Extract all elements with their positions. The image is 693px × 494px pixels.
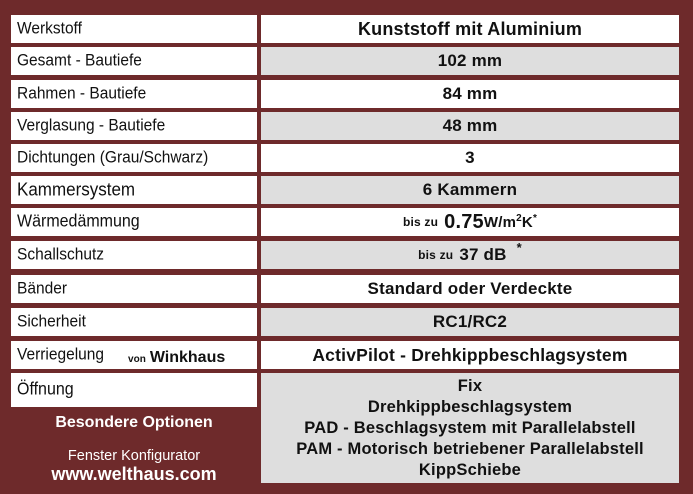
label-waermedaemmung: Wärmedämmung <box>11 208 257 236</box>
label-dichtungen: Dichtungen (Grau/Schwarz) <box>11 144 257 172</box>
label-kammersystem: Kammersystem <box>11 176 257 204</box>
label-verriegelung: Verriegelung von Winkhaus <box>11 341 257 369</box>
label-gesamt-bautiefe: Gesamt - Bautiefe <box>11 47 257 75</box>
configurator-label: Fenster Konfigurator <box>67 448 201 464</box>
special-options-heading: Besondere Optionen <box>55 414 213 431</box>
value-oeffnung <box>261 373 679 483</box>
value-kammersystem: 6 Kammern <box>261 176 679 204</box>
von-text: von <box>128 353 146 365</box>
value-baender: Standard oder Verdeckte <box>261 275 679 303</box>
label-schallschutz: Schallschutz <box>11 241 257 269</box>
oeffnung-line: KippSchiebe <box>418 460 522 479</box>
value-waermedaemmung: bis zu 0.75 $W/m^2K^*$ <box>261 208 679 236</box>
value-gesamt-bautiefe: 102 mm <box>261 47 679 75</box>
website-link[interactable]: www.welthaus.com <box>51 464 217 484</box>
value-schallschutz: bis zu 37 dB * <box>261 241 679 269</box>
oeffnung-line: PAD - Beschlagsystem mit Parallelabstell <box>304 418 636 437</box>
label-rahmen-bautiefe: Rahmen - Bautiefe <box>11 80 257 108</box>
oeffnung-line: PAM - Motorisch betriebener Parallelabstell <box>296 439 644 458</box>
brand-winkhaus: Winkhaus <box>149 349 226 366</box>
label-sicherheit: Sicherheit <box>11 308 257 336</box>
value-verglasung-bautiefe: 48 mm <box>261 112 679 140</box>
label-werkstoff: Werkstoff <box>11 15 257 43</box>
label-oeffnung: Öffnung <box>11 373 257 407</box>
value-rahmen-bautiefe: 84 mm <box>261 80 679 108</box>
value-sicherheit: RC1/RC2 <box>261 308 679 336</box>
value-dichtungen: 3 <box>261 144 679 172</box>
oeffnung-line: Drehkippbeschlagsystem <box>367 397 573 416</box>
label-baender: Bänder <box>11 275 257 303</box>
value-werkstoff: Kunststoff mit Aluminium <box>261 15 679 43</box>
oeffnung-line: Fix <box>457 376 483 395</box>
value-verriegelung: ActivPilot - Drehkippbeschlagsystem <box>261 341 679 369</box>
label-verglasung-bautiefe: Verglasung - Bautiefe <box>11 112 257 140</box>
